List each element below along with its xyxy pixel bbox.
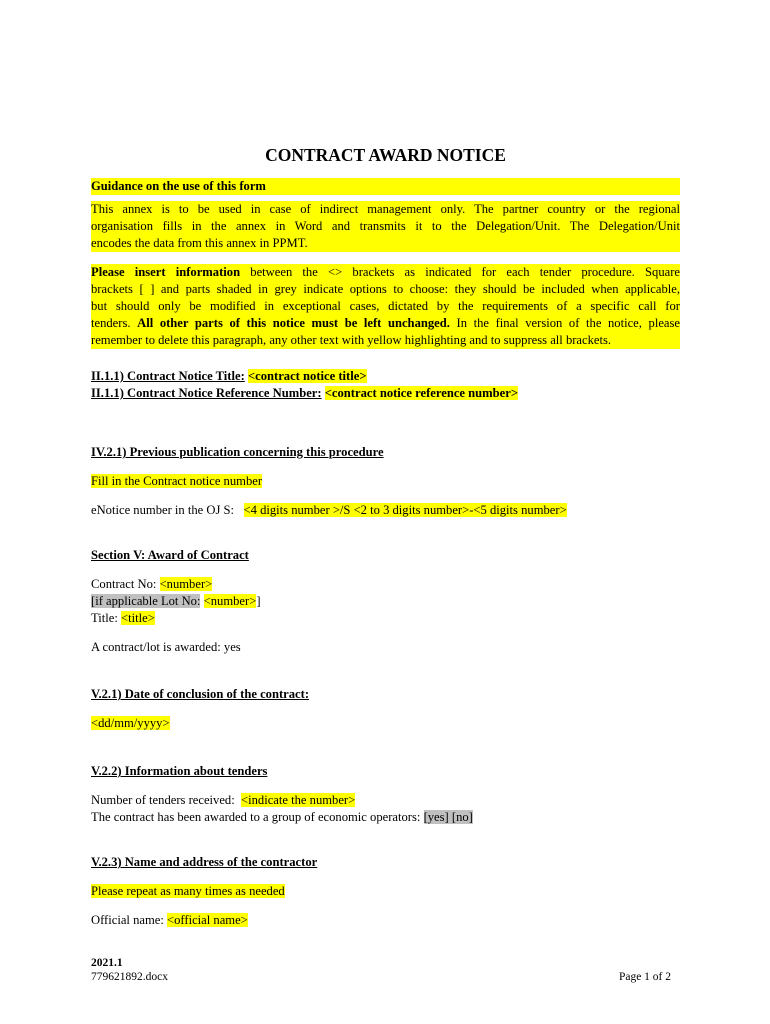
date-value: <dd/mm/yyyy> — [91, 716, 170, 730]
group-awarded-row — [91, 809, 680, 826]
contract-awarded-text: A contract/lot is awarded: yes — [91, 640, 241, 654]
contract-notice-title-label: II.1.1) Contract Notice Title: — [91, 369, 245, 383]
official-name-label: Official name: — [91, 913, 164, 927]
contract-no-label: Contract No: — [91, 577, 157, 591]
guidance-p1-line: This annex is to be used in case of indirect management only. The partner country or the regional — [91, 202, 680, 216]
tenders-received-label: Number of tenders received: — [91, 793, 235, 807]
previous-publication-heading: IV.2.1) Previous publication concerning this procedure — [91, 445, 384, 459]
title-value: <title> — [121, 611, 155, 625]
guidance-p2-line — [91, 264, 680, 281]
section-v-heading: Section V: Award of Contract — [91, 548, 249, 562]
guidance-p2-bold: All other parts of this notice must be left unchanged. — [137, 316, 450, 330]
document-title: CONTRACT AWARD NOTICE — [265, 145, 506, 165]
contractor-heading: V.2.3) Name and address of the contractor — [91, 855, 318, 869]
contract-notice-ref-value: <contract notice reference number> — [324, 386, 519, 400]
lot-no-row — [91, 593, 680, 610]
lot-open-bracket: [ — [91, 594, 96, 608]
guidance-p1-line: encodes the data from this annex in PPMT. — [91, 236, 308, 250]
title-row — [91, 610, 680, 627]
guidance-p2-line — [91, 315, 680, 332]
footer-version: 2021.1 — [91, 957, 123, 969]
title-label: Title: — [91, 611, 118, 625]
official-name-row — [91, 912, 680, 929]
guidance-p2-line: remember to delete this paragraph, any other text with yellow highlighting and to suppress all brackets. — [91, 333, 612, 347]
guidance-p2-bold: Please insert information — [91, 265, 241, 279]
repeat-note-row — [91, 883, 680, 900]
guidance-p2-line: but should only be modified in exceptional cases, dictated by the requirements of a specific call for — [91, 299, 680, 313]
contract-notice-ref-label: II.1.1) Contract Notice Reference Number: — [91, 386, 322, 400]
repeat-note: Please repeat as many times as needed — [91, 884, 285, 898]
lot-no-label: if applicable Lot No: — [95, 594, 201, 608]
contract-notice-ref-row — [91, 385, 680, 402]
guidance-p1-line: organisation fills in the annex in Word and transmits it to the Delegation/Unit. The Delegation/Unit — [91, 219, 680, 233]
group-awarded-label: The contract has been awarded to a group of economic operators: — [91, 810, 421, 824]
enotice-label: eNotice number in the OJ S: — [91, 503, 235, 517]
fill-note: Fill in the Contract notice number — [91, 474, 263, 488]
contract-notice-title-row — [91, 368, 680, 385]
guidance-heading: Guidance on the use of this form — [91, 178, 680, 195]
group-awarded-options: [yes] [no] — [423, 810, 473, 824]
contract-notice-title-value: <contract notice title> — [247, 369, 367, 383]
enotice-row — [91, 502, 680, 519]
lot-no-value: <number> — [203, 594, 257, 608]
guidance-paragraph-2 — [91, 264, 680, 349]
enotice-value: <4 digits number >/S <2 to 3 digits number>-<5 digits number> — [243, 503, 567, 517]
guidance-p2-text: tenders. — [91, 316, 138, 330]
tenders-received-row — [91, 792, 680, 809]
date-of-conclusion-heading: V.2.1) Date of conclusion of the contract: — [91, 687, 310, 701]
official-name-value: <official name> — [167, 913, 248, 927]
tenders-info-heading: V.2.2) Information about tenders — [91, 764, 268, 778]
guidance-p2-text: between the <> brackets as indicated for each tender procedure. Square — [240, 265, 680, 279]
tenders-received-value: <indicate the number> — [241, 793, 356, 807]
date-row — [91, 715, 680, 732]
guidance-p2-text: In the final version of the notice, please — [449, 316, 680, 330]
guidance-paragraph-1 — [91, 201, 680, 252]
footer-filename: 779621892.docx — [91, 971, 168, 983]
contract-no-value: <number> — [159, 577, 213, 591]
contract-no-row — [91, 576, 680, 593]
guidance-p2-line: brackets [ ] and parts shaded in grey indicate options to choose: they should be included when applicable, — [91, 282, 680, 296]
lot-close-bracket: ] — [256, 594, 261, 608]
fill-note-row — [91, 473, 680, 490]
page-footer — [91, 956, 680, 984]
footer-page-number: Page 1 of 2 — [618, 971, 671, 983]
